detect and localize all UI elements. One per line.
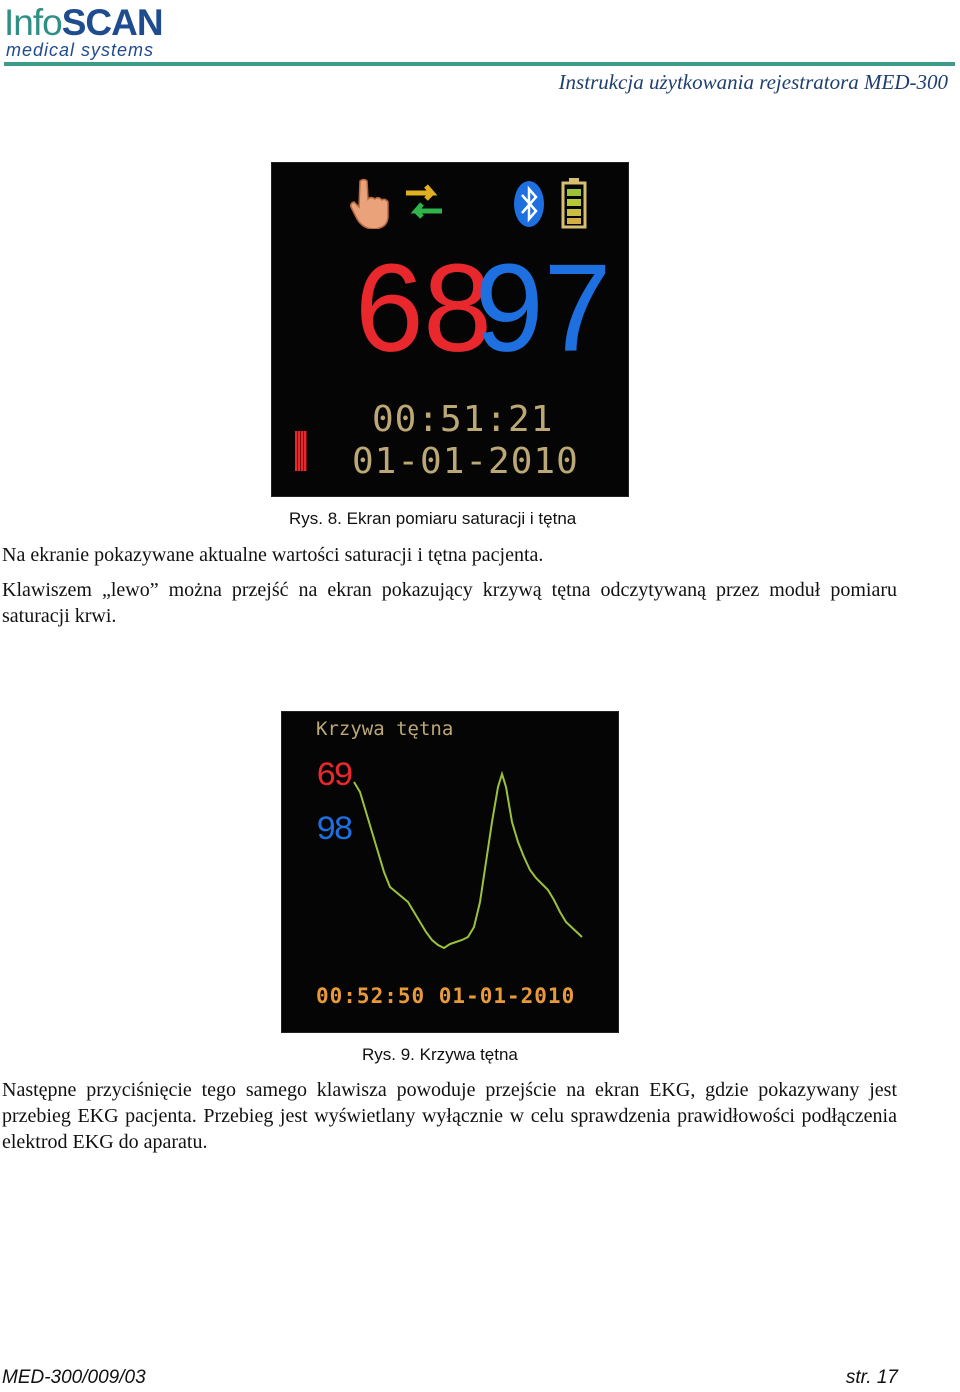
paragraph-1: Na ekranie pokazywane aktualne wartości saturacji i tętna pacjenta. bbox=[2, 544, 544, 566]
battery-icon bbox=[560, 177, 588, 229]
clock-time: 00:51:21 bbox=[372, 399, 554, 440]
figure-8-caption: Rys. 8. Ekran pomiaru saturacji i tętna bbox=[289, 509, 577, 528]
spo2-value: 98 bbox=[316, 812, 351, 850]
spo2-value: 97 bbox=[472, 243, 609, 391]
bluetooth-icon bbox=[512, 179, 546, 229]
paragraph-2: Klawiszem „lewo” można przejść na ekran pokazujący krzywą tętna odczytywaną przez moduł pomiaru saturacji krwi. bbox=[2, 579, 897, 627]
logo-wordmark bbox=[4, 4, 163, 41]
curve-screen-title: Krzywa tętna bbox=[316, 718, 454, 740]
signal-level-bar bbox=[295, 431, 307, 471]
pulse-value: 68 bbox=[352, 243, 489, 391]
pulse-curve-screen bbox=[281, 711, 619, 1033]
header-divider bbox=[4, 62, 955, 66]
infoscan-logo bbox=[4, 4, 204, 60]
saturation-pulse-screen bbox=[271, 162, 629, 497]
hand-icon bbox=[348, 177, 392, 229]
footer-doc-id: MED-300/009/03 bbox=[2, 1367, 146, 1388]
document-title: Instrukcja użytkowania rejestratora MED-300 bbox=[558, 70, 948, 94]
footer-page-number: str. 17 bbox=[845, 1367, 898, 1388]
clock-datetime: 00:52:50 01-01-2010 bbox=[316, 984, 576, 1008]
pulse-value: 69 bbox=[316, 758, 351, 796]
logo-subtitle: medical systems bbox=[6, 40, 155, 60]
sync-icon bbox=[400, 177, 448, 227]
logo-info: Info bbox=[4, 2, 62, 43]
figure-9-caption: Rys. 9. Krzywa tętna bbox=[362, 1045, 518, 1064]
logo-scan: SCAN bbox=[61, 2, 163, 43]
paragraph-3: Następne przyciśnięcie tego samego klawisza powoduje przejście na ekran EKG, gdzie pokazywany jest przebieg EKG pacjenta. Przebieg jest wyświetlany wyłącznie w celu sprawdzenia prawidłowości podłączenia elektrod EKG do aparatu. bbox=[2, 1079, 897, 1153]
clock-date: 01-01-2010 bbox=[352, 441, 579, 482]
